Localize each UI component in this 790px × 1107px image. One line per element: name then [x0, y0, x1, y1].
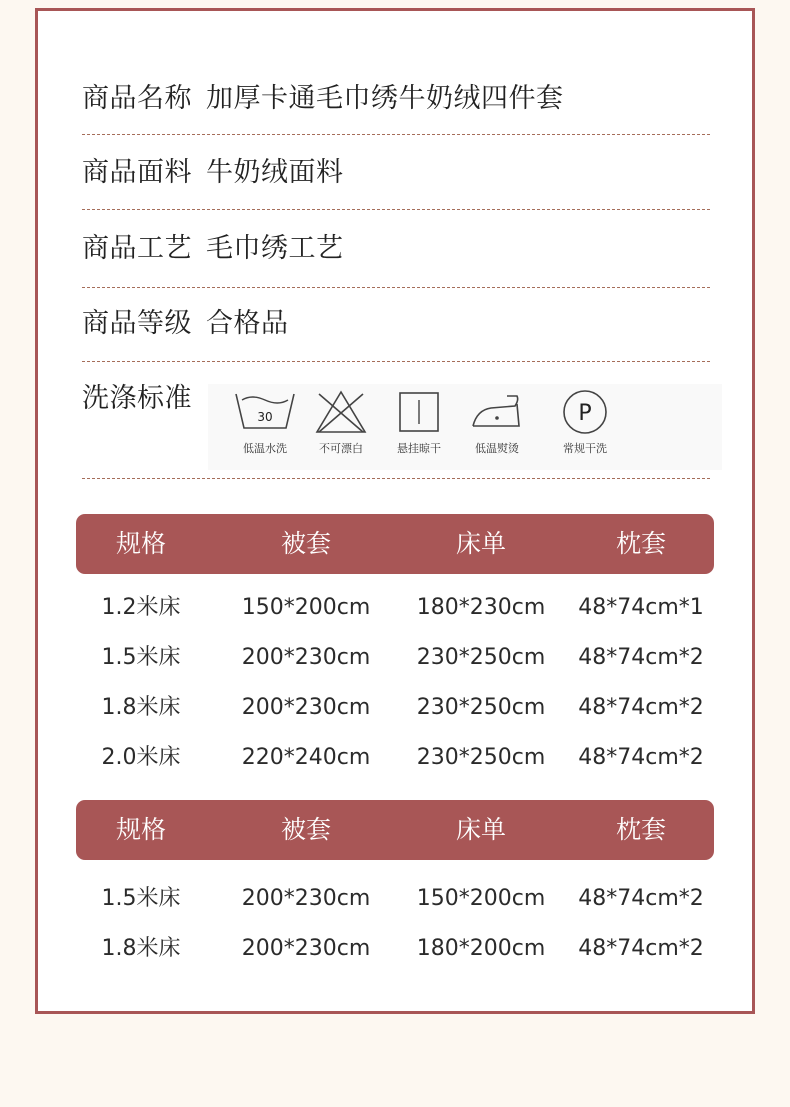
- table-row: [76, 688, 714, 728]
- divider: [82, 478, 710, 479]
- header-duvet-cover: 被套: [280, 529, 331, 558]
- product-grade-label: 商品等级: [82, 308, 192, 339]
- cell-duvet: 200*230cm: [241, 645, 371, 670]
- cell-sheet: 180*230cm: [416, 595, 546, 620]
- wash-temp-label: 30: [257, 410, 273, 424]
- dry-clean-symbol: P: [578, 401, 592, 426]
- care-caption: 不可漂白: [319, 442, 363, 455]
- cell-duvet: 200*230cm: [241, 886, 371, 911]
- care-symbols-panel: [208, 384, 722, 470]
- header-pillowcase: 枕套: [615, 815, 666, 844]
- cell-size: 1.5米床: [101, 645, 181, 670]
- product-craft-label: 商品工艺: [82, 233, 192, 264]
- header-size: 规格: [115, 815, 166, 844]
- table-row: [76, 588, 714, 628]
- cell-duvet: 150*200cm: [241, 595, 371, 620]
- product-craft-row: [82, 229, 710, 269]
- cell-pillow: 48*74cm*2: [578, 695, 704, 720]
- product-grade-row: [82, 304, 710, 344]
- cell-sheet: 230*250cm: [416, 695, 546, 720]
- divider: [82, 287, 710, 288]
- iron-low-icon: [467, 388, 527, 436]
- cell-sheet: 150*200cm: [416, 886, 546, 911]
- cell-sheet: 230*250cm: [416, 745, 546, 770]
- no-bleach-icon: [313, 388, 369, 436]
- care-item-iron: [452, 388, 542, 456]
- product-grade-value: 合格品: [206, 308, 289, 339]
- wash-standard-label: 洗涤标准: [82, 383, 192, 414]
- product-fabric-value: 牛奶绒面料: [206, 157, 344, 188]
- wash-standard-row: [82, 379, 212, 419]
- header-size: 规格: [115, 529, 166, 558]
- product-fabric-label: 商品面料: [82, 157, 192, 188]
- care-caption: 低温水洗: [243, 442, 287, 455]
- cell-sheet: 230*250cm: [416, 645, 546, 670]
- product-name-label: 商品名称: [82, 83, 192, 114]
- care-item-no-bleach: [296, 388, 386, 456]
- cell-size: 1.8米床: [101, 695, 181, 720]
- cell-duvet: 220*240cm: [241, 745, 371, 770]
- divider: [82, 361, 710, 362]
- cell-size: 1.8米床: [101, 936, 181, 961]
- product-name-value: 加厚卡通毛巾绣牛奶绒四件套: [206, 83, 564, 114]
- product-name-row: [82, 79, 710, 119]
- table-row: [76, 929, 714, 969]
- table-row: [76, 738, 714, 778]
- product-fabric-row: [82, 153, 710, 193]
- cell-duvet: 200*230cm: [241, 936, 371, 961]
- cell-sheet: 180*200cm: [416, 936, 546, 961]
- hang-dry-icon: [391, 388, 447, 436]
- cell-pillow: 48*74cm*2: [578, 886, 704, 911]
- cell-pillow: 48*74cm*2: [578, 745, 704, 770]
- care-caption: 低温熨烫: [475, 442, 519, 455]
- header-duvet-cover: 被套: [280, 815, 331, 844]
- care-caption: 常规干洗: [563, 442, 607, 455]
- size-table-1-header: [76, 514, 714, 574]
- divider: [82, 209, 710, 210]
- divider: [82, 134, 710, 135]
- size-table-2-header: [76, 800, 714, 860]
- cell-size: 1.2米床: [101, 595, 181, 620]
- wash-basin-30-icon: [232, 388, 298, 436]
- cell-pillow: 48*74cm*2: [578, 936, 704, 961]
- cell-pillow: 48*74cm*2: [578, 645, 704, 670]
- cell-pillow: 48*74cm*1: [578, 595, 704, 620]
- care-item-hang-dry: [374, 388, 464, 456]
- product-craft-value: 毛巾绣工艺: [206, 233, 344, 264]
- dry-clean-p-icon: [557, 388, 613, 436]
- care-item-dry-clean: [540, 388, 630, 456]
- header-bed-sheet: 床单: [455, 529, 506, 558]
- care-caption: 悬挂晾干: [397, 442, 441, 455]
- header-bed-sheet: 床单: [455, 815, 506, 844]
- product-info-card: [35, 8, 755, 1014]
- cell-size: 2.0米床: [101, 745, 181, 770]
- cell-size: 1.5米床: [101, 886, 181, 911]
- table-row: [76, 879, 714, 919]
- cell-duvet: 200*230cm: [241, 695, 371, 720]
- header-pillowcase: 枕套: [615, 529, 666, 558]
- table-row: [76, 638, 714, 678]
